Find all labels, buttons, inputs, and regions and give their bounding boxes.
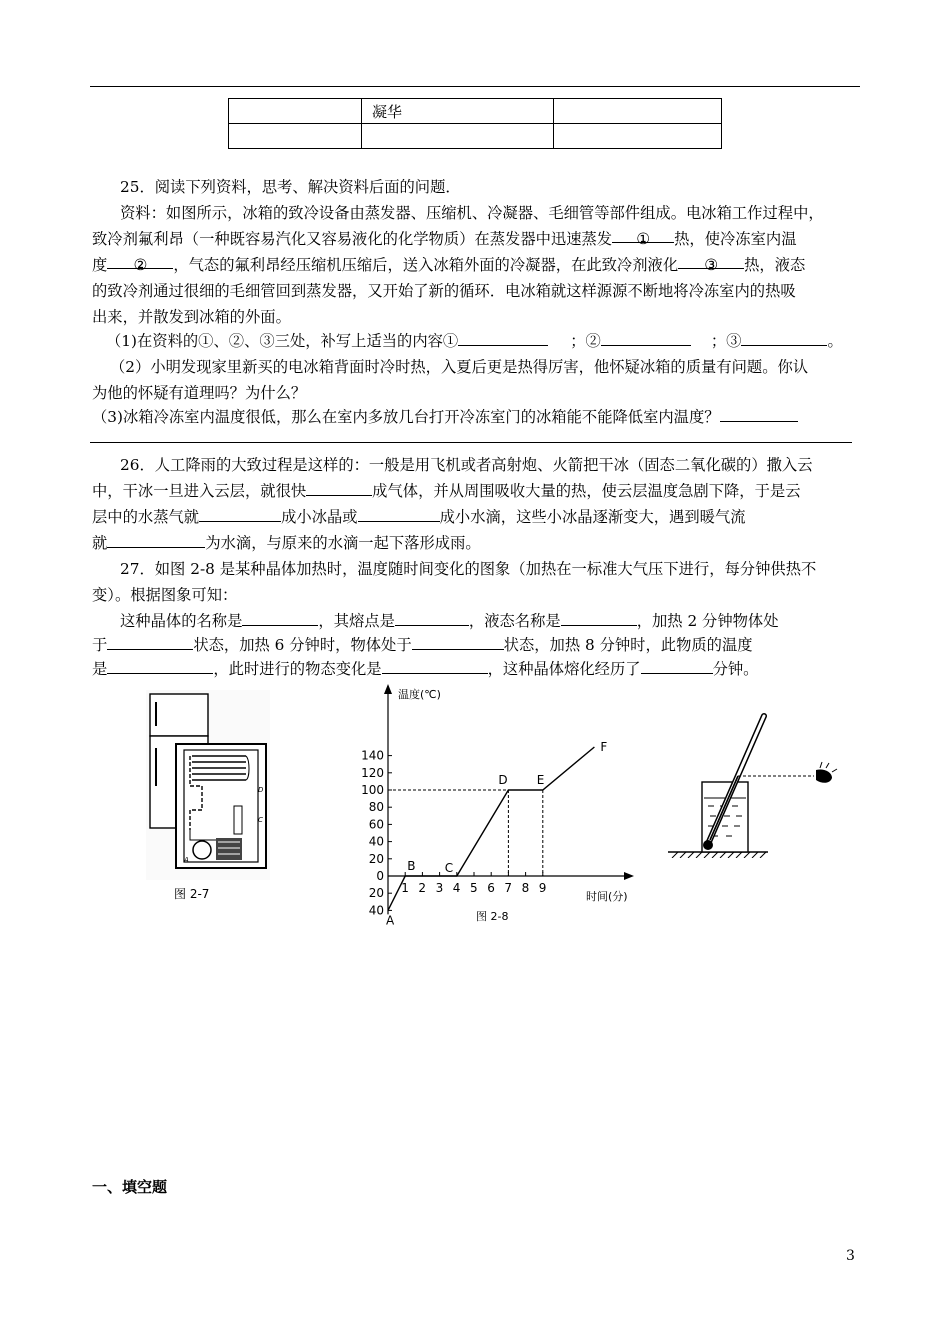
text: ，这种晶体熔化经历了 [487,660,641,678]
q25-sub1 [106,328,843,354]
figure-caption: 图 2-7 [174,887,210,901]
q27-line: 变）。根据图象可知： [92,586,238,604]
y-tick-label: 100 [361,783,384,797]
answer-blank[interactable] [561,609,637,626]
text: ；② [570,332,601,350]
q25-line [92,226,797,252]
text: （3)冰箱冷冻室内温度很低，那么在室内多放几台打开冷冻室门的冰箱能不能降低室内温度？ [92,408,720,426]
x-tick-label: 1 [401,881,409,895]
point-label: A [386,913,395,928]
thermometer-beaker-figure [664,712,840,858]
y-tick-label: 20 [368,886,384,901]
q25-title: 25．阅读下列资料，思考、解决资料后面的问题． [120,178,461,196]
text: ，气态的氟利昂经压缩机压缩后，送入冰箱外面的冷凝器，在此致冷剂液化 [173,256,679,274]
answer-blank[interactable] [382,657,488,674]
y-tick-label: 60 [368,817,384,832]
answer-blank[interactable] [641,657,713,674]
section-heading: 一、填空题 [92,1178,168,1196]
answer-blank[interactable] [720,405,798,422]
table-cell [229,124,362,149]
label-d: D [258,786,264,794]
table-row [229,99,722,124]
answer-blank[interactable] [107,633,193,650]
text: 是 [92,660,108,678]
x-tick-label: 9 [538,881,547,895]
text: 中，干冰一旦进入云层，就很快 [92,482,307,500]
table-cell [362,124,554,149]
text: 。 [827,332,843,350]
state-change-table [228,98,722,149]
text: 热，液态 [744,256,806,274]
point-label: B [407,859,416,873]
answer-blank[interactable]: ② [107,252,173,269]
thermometer-bulb [703,840,713,850]
point-label: D [498,773,508,787]
x-tick-label: 3 [435,881,444,895]
text: 成小水滴，这些小冰晶逐渐变大，遇到暖气流 [439,508,746,526]
label-a: A [184,856,189,864]
eye-icon [816,769,832,782]
text: 于 [92,636,108,654]
text: ，此时进行的物态变化是 [213,660,382,678]
answer-blank[interactable] [395,609,469,626]
x-tick-label: 5 [470,881,478,895]
point-label: F [600,740,608,754]
y-tick-label: 120 [361,765,384,780]
text: 就 [92,534,108,552]
point-label: C [444,861,454,875]
answer-blank[interactable] [242,609,318,626]
y-tick-label: 0 [376,869,384,883]
header-rule [90,86,860,87]
y-axis-label: 温度(℃) [398,688,441,701]
text: 热，使冷冻室内温 [674,230,797,248]
table-row [229,124,722,149]
text: 状态，加热 6 分钟时，物体处于 [193,636,412,654]
x-axis-arrow [624,872,634,880]
q27-line [92,632,753,658]
q26-line [92,504,746,530]
q27-line [120,608,779,634]
x-tick-label: 4 [452,881,461,895]
x-tick-label: 6 [487,881,495,895]
q25-line: 出来，并散发到冰箱的外面。 [92,308,291,326]
x-tick-label: 2 [418,881,427,895]
text: ；③ [710,332,742,350]
answer-blank[interactable]: ③ [678,252,744,269]
refrigerator-figure [146,690,270,904]
table-cell [229,99,362,124]
text: 状态，加热 8 分钟时，此物质的温度 [503,636,753,654]
q27-line: 27．如图 2-8 是某种晶体加热时，温度随时间变化的图象（加热在一标准大气压下进行，每分钟供热不 [120,560,817,578]
table-cell [554,124,722,149]
q25-sub2: 为他的怀疑有道理吗？为什么？ [92,384,307,402]
q26-line: 26．人工降雨的大致过程是这样的：一般是用飞机或者高射炮、火箭把干冰（固态二氧化碳的）撒入云 [120,456,813,474]
x-axis-label: 时间(分) [586,890,628,903]
y-tick-label: 40 [368,834,384,849]
page-number: 3 [846,1248,855,1264]
y-tick-label: 20 [368,851,384,866]
x-tick-label: 8 [521,881,530,895]
chart-caption: 图 2-8 [476,910,509,923]
q25-line: 资料：如图所示，冰箱的致冷设备由蒸发器、压缩机、冷凝器、毛细管等部件组成。电冰箱工作过程中， [120,204,824,222]
text: 这种晶体的名称是 [120,612,243,630]
freezer-door [150,694,208,736]
text: （1)在资料的①、②、③三处，补写上适当的内容① [106,332,459,350]
q25-line: 的致冷剂通过很细的毛细管回到蒸发器，又开始了新的循环．电冰箱就这样源源不断地将冷冻室内的热吸 [92,282,796,300]
answer-blank[interactable] [199,505,281,522]
answer-blank[interactable] [107,657,213,674]
answer-blank[interactable] [358,505,440,522]
y-tick-label: 80 [368,800,384,815]
text: 成气体，并从周围吸收大量的热，使云层温度急剧下降，于是云 [372,482,801,500]
q25-line [92,252,805,278]
text: 层中的水蒸气就 [92,508,200,526]
y-tick-label: 40 [368,903,384,918]
temperature-time-chart [360,680,650,928]
table-cell: 凝华 [362,99,554,124]
y-tick-label: 140 [361,748,384,763]
x-tick-label: 7 [504,881,513,895]
q25-sub3 [92,404,798,430]
text: ，其熔点是 [318,612,395,630]
y-axis-arrow [384,684,392,694]
table-cell [554,99,722,124]
q26-line [92,530,481,556]
point-label: E [536,773,545,787]
answer-blank[interactable] [601,329,691,346]
text: 成小冰晶或 [281,508,358,526]
answer-blank[interactable] [412,633,504,650]
answer-blank[interactable] [458,329,548,346]
text: ，液态名称是 [468,612,561,630]
text: 度 [92,256,108,274]
answer-blank[interactable]: ① [612,226,674,243]
q26-line [92,478,801,504]
text: 致冷剂氟利昂（一种既容易汽化又容易液化的化学物质）在蒸发器中迅速蒸发 [92,230,613,248]
answer-blank[interactable] [741,329,827,346]
text: 分钟。 [712,660,759,678]
q27-line [92,656,758,682]
answer-blank[interactable] [107,531,205,548]
text: 为水滴，与原来的水滴一起下落形成雨。 [205,534,481,552]
q25-sub2: （2）小明发现家里新买的电冰箱背面时冷时热，入夏后更是热得厉害，他怀疑冰箱的质量有问题。你认 [110,358,809,376]
answer-line[interactable] [90,442,852,443]
label-c: C [258,816,263,824]
text: ，加热 2 分钟物体处 [636,612,779,630]
answer-blank[interactable] [306,479,372,496]
